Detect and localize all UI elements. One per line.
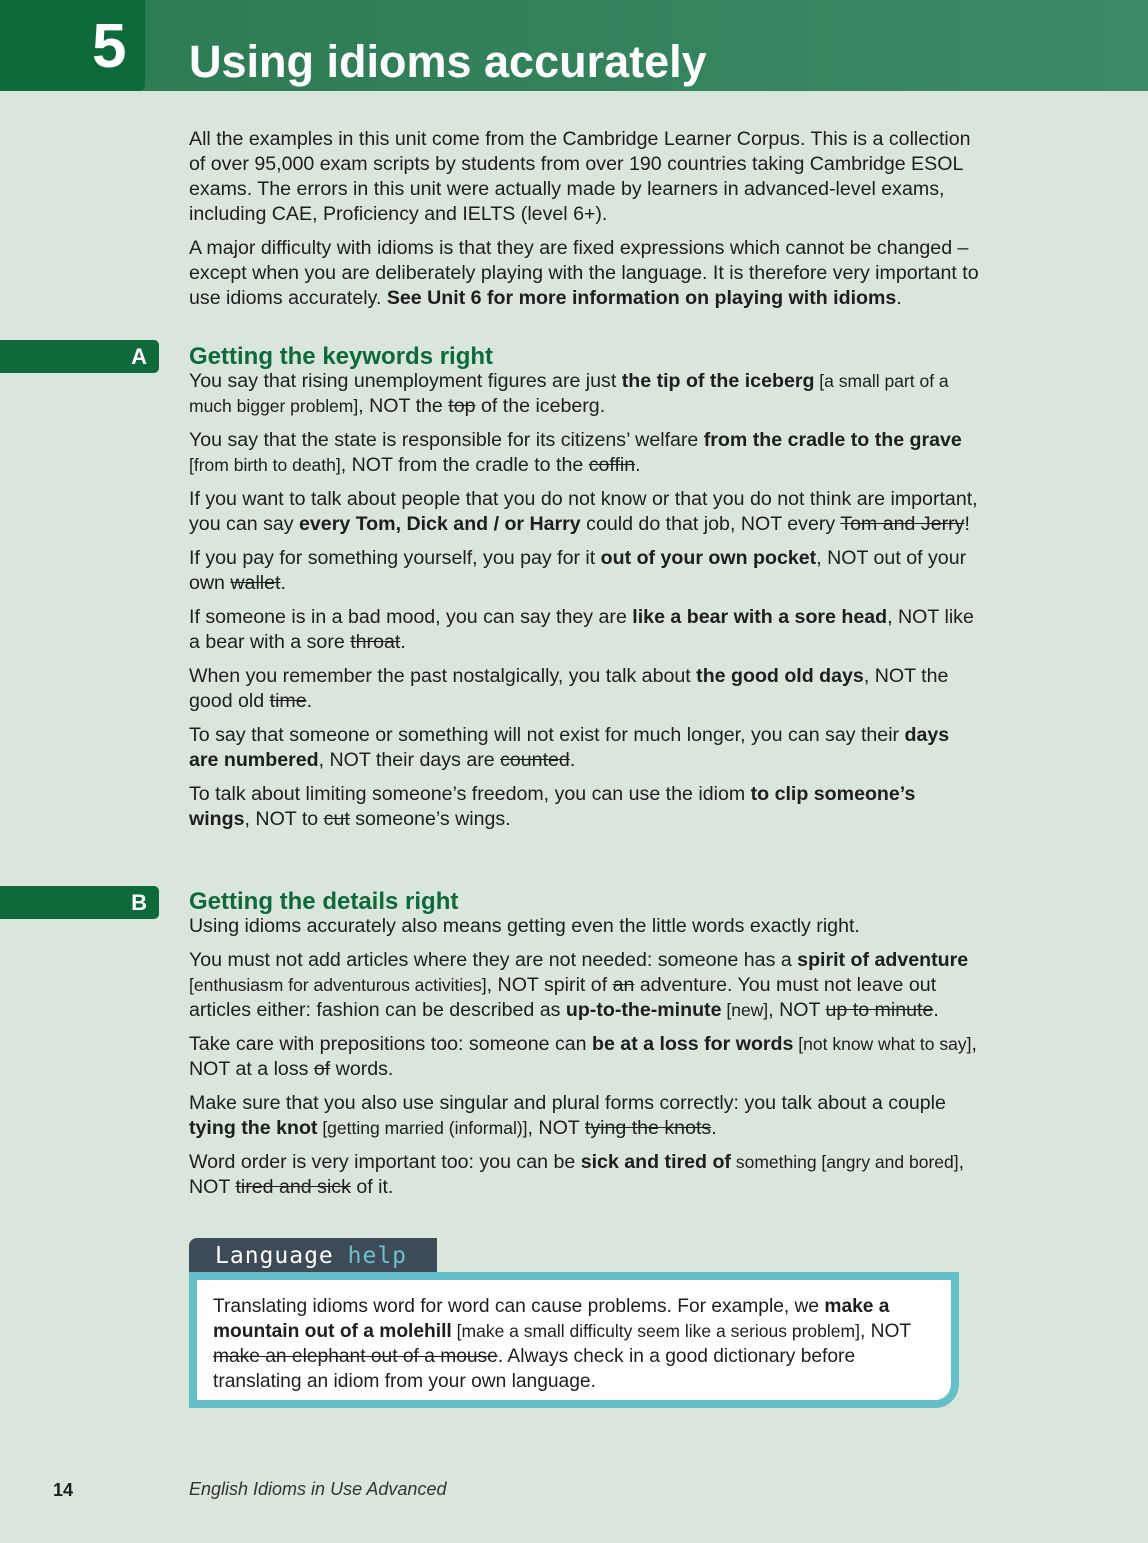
section-a-tag: A <box>0 340 159 373</box>
page-number: 14 <box>53 1480 74 1500</box>
language-help-text: Translating idioms word for word can cause problems. For example, we make a mountain out of a molehill [make a small difficulty seem like a serious problem], NOT make an elephant out of a mouse. Always check in a good dictionary before translating an idiom from your own language. <box>213 1296 911 1392</box>
section-a-heading: Getting the keywords right <box>189 343 494 370</box>
intro-paragraph-2: A major difficulty with idioms is that they are fixed expressions which cannot be changed – except when you are deliberately playing with the language. It is therefore very important to use idioms accurately. See Unit 6 for more information on playing with idioms. <box>189 237 979 309</box>
idiom-example: If someone is in a bad mood, you can say they are like a bear with a sore head, NOT like a bear with a sore throat. <box>189 606 974 653</box>
idiom-example: If you want to talk about people that you do not know or that you do not think are important, you can say every Tom, Dick and / or Harry could do that job, NOT every Tom and Jerry! <box>189 488 978 535</box>
section-b-intro: Using idioms accurately also means getting even the little words exactly right. <box>189 915 860 937</box>
idiom-example: If you pay for something yourself, you pay for it out of your own pocket, NOT out of your own wallet. <box>189 547 967 594</box>
section-b-paragraph: You must not add articles where they are not needed: someone has a spirit of adventure [enthusiasm for adventurous activities], NOT spirit of an adventure. You must not leave out articles either: fashion can be described as up-to-the-minute [new], NOT up to minute. <box>189 949 969 1021</box>
section-b-paragraph: Word order is very important too: you can be sick and tired of something [angry and bored], NOT tired and sick of it. <box>189 1151 965 1198</box>
book-title: English Idioms in Use Advanced <box>189 1479 447 1499</box>
idiom-example: You say that the state is responsible for its citizens’ welfare from the cradle to the grave [from birth to death], NOT from the cradle to the coffin. <box>189 429 962 476</box>
language-help-box <box>189 1272 959 1408</box>
intro-paragraph-1: All the examples in this unit come from the Cambridge Learner Corpus. This is a collection of over 95,000 exam scripts by students from over 190 countries taking Cambridge ESOL exams. The errors in this unit were actually made by learners in advanced-level exams, including CAE, Proficiency and IELTS (level 6+). <box>189 128 971 225</box>
idiom-example: You say that rising unemployment figures are just the tip of the iceberg [a small part of a much bigger problem], NOT the top of the iceberg. <box>189 370 949 417</box>
unit-title: Using idioms accurately <box>189 36 707 87</box>
section-b-heading: Getting the details right <box>189 888 459 915</box>
section-a <box>189 342 981 841</box>
intro <box>189 127 981 320</box>
section-b-paragraph: Take care with prepositions too: someone can be at a loss for words [not know what to say], NOT at a loss of words. <box>189 1033 977 1080</box>
unit-header <box>0 0 1148 91</box>
section-b-paragraph: Make sure that you also use singular and plural forms correctly: you talk about a couple tying the knot [getting married (informal)], NOT tying the knots. <box>189 1092 946 1139</box>
idiom-example: When you remember the past nostalgically, you talk about the good old days, NOT the good old time. <box>189 665 949 712</box>
unit-number: 5 <box>92 12 127 81</box>
language-help-tab: Language help <box>189 1238 437 1274</box>
section-b <box>189 887 981 1209</box>
idiom-example: To talk about limiting someone’s freedom, you can use the idiom to clip someone’s wings, NOT to cut someone’s wings. <box>189 783 916 830</box>
idiom-example: To say that someone or something will not exist for much longer, you can say their days are numbered, NOT their days are counted. <box>189 724 950 771</box>
section-b-tag: B <box>0 886 159 919</box>
cross-reference: See Unit 6 for more information on playing with idioms <box>386 287 897 309</box>
